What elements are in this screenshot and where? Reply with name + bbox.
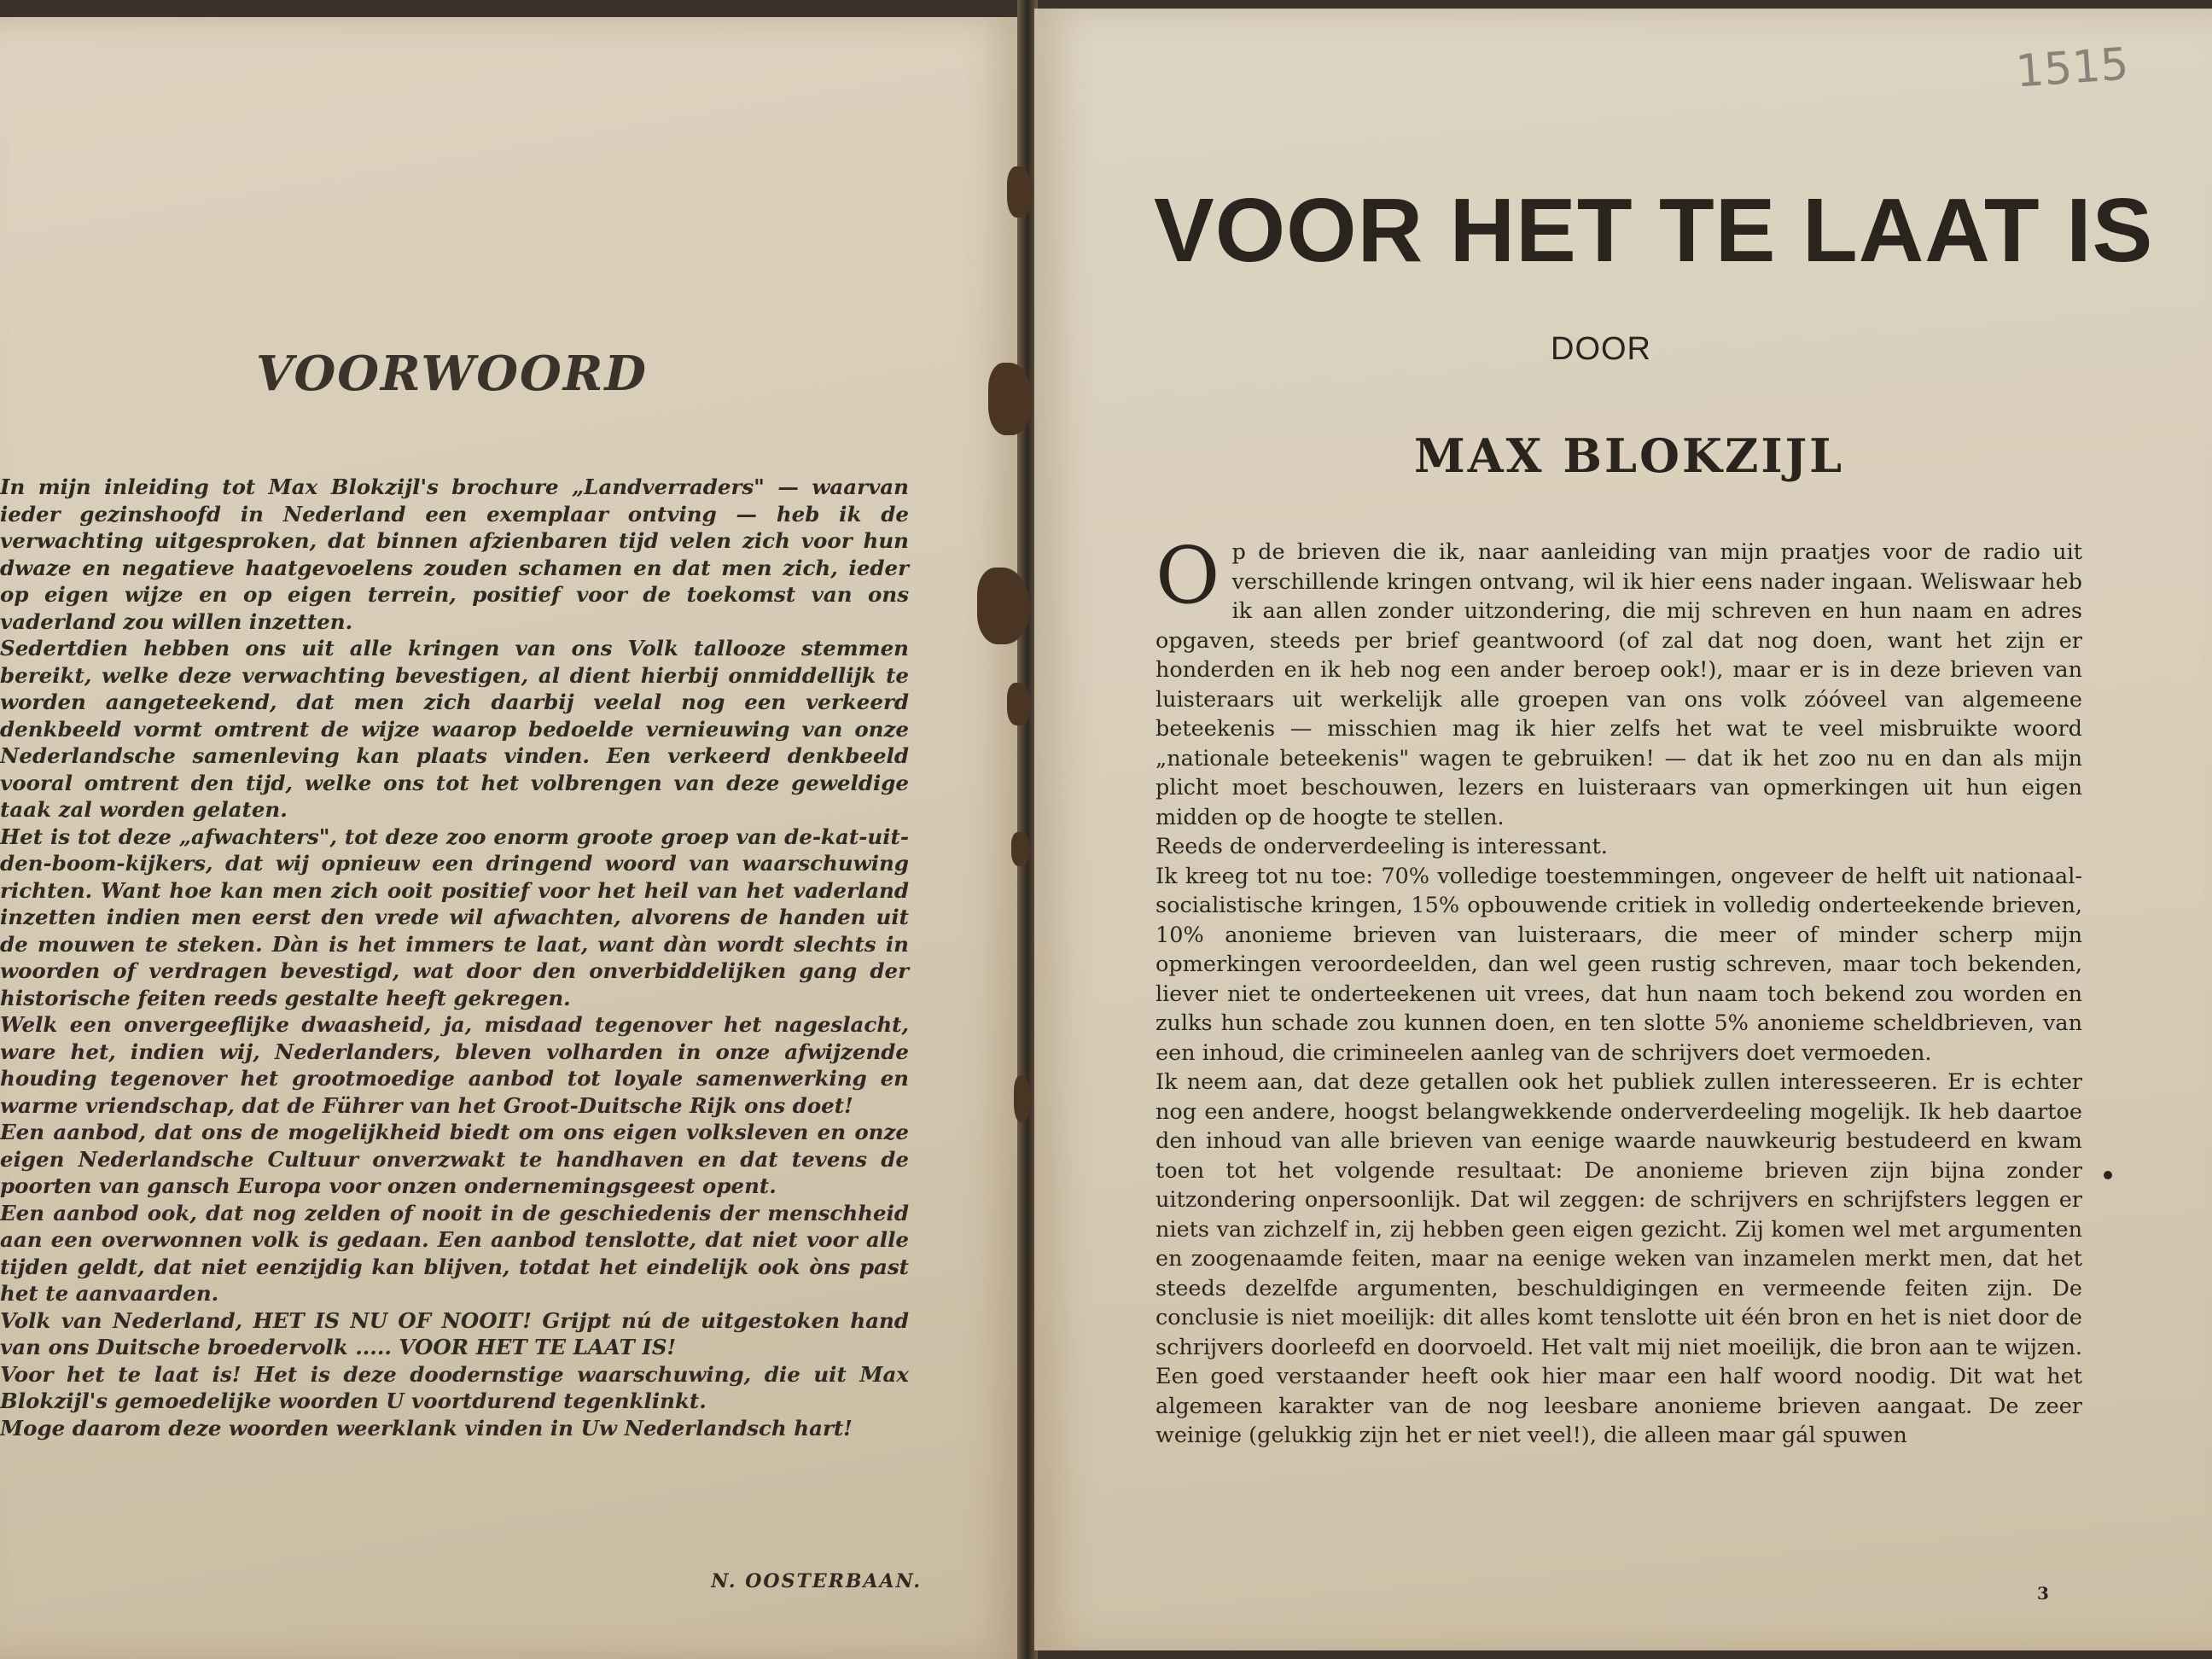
page-damage [1007,683,1031,725]
article-text [1155,530,2082,1451]
author-name: MAX BLOKZIJL [1414,428,1845,483]
article-paragraph: Reeds de onderverdeeling is interessant. [1155,834,1608,859]
article-paragraph: p de brieven die ik, naar aanleiding van mijn praatjes voor de radio uit verschillende kringen ontvang, wil ik hier eens nader ingaan. Weliswaar heb ik aan allen zonder uitzondering, die mij schreven en hun naam en adres opgaven, steeds per brief geantwoord (of zal dat nog doen, want het zijn er honderden en ik heb nog een ander beroep ook!), maar er is in deze brieven van luisteraars uit werkelijk alle groepen van ons volk zóóveel van algemeene beteekenis — misschien mag ik hier zelfs het wat te veel misbruikte woord „nationale beteekenis" wagen te gebruiken! — dat ik het zoo nu en dan als mijn plicht moet beschouwen, lezers en luisteraars van opmerkingen uit hun eigen midden op de hoogte te stellen. [1155,539,2082,830]
voorwoord-title: VOORWOORD [256,346,648,402]
article-paragraph: Ik kreeg tot nu toe: 70% volledige toestemmingen, ongeveer de helft uit nationaal-socialistische kringen, 15% opbouwende critiek in volledig onderteekende brieven, 10% anonieme brieven van luisteraars, die meer of minder scherp mijn opmerkingen veroordeelden, dan wel geen rustig schreven, maar toch bekenden, liever niet te onderteekenen uit vrees, dat hun naam toch bekend zou worden en zulks hun schade zou kunnen doen, en ten slotte 5% anonieme scheldbrieven, van een inhoud, die crimineelen aanleg van de schrijvers doet vermoeden. [1155,863,2082,1066]
handwritten-note: 1515 [2014,38,2131,98]
left-page [0,17,1022,1659]
voorwoord-paragraph: Sedertdien hebben ons uit alle kringen van ons Volk tallooze stemmen bereikt, welke deze verwachting bevestigen, al dient hierbij onmiddellijk te worden aangeteekend, dat men zich daarbij veelal nog een verkeerd denkbeeld vormt omtrent de wijze waarop bedoelde vernieuwing van onze Nederlandsche samenleving kan plaats vinden. Een verkeerd denkbeeld vooral omtrent den tijd, welke ons tot het volbrengen van deze geweldige taak zal worden gelaten. [0,636,909,822]
article-paragraph: Ik neem aan, dat deze getallen ook het publiek zullen interesseeren. Er is echter nog een andere, hoogst belangwekkende onderverdeeling mogelijk. Ik heb daartoe den inhoud van alle brieven van eenige waarde nauwkeurig bestudeerd en kwam toen tot het volgende resultaat: De anonieme brieven zijn bijna zonder uitzondering onpersoonlijk. Dat wil zeggen: de schrijvers en schrijfsters leggen er niets van zichzelf in, zij hebben geen eigen gezicht. Zij komen wel met argumenten en zoogenaamde feiten, maar na eenige weken van inzamelen merkt men, dat het steeds dezelfde argumenten, beschuldigingen en vermeende feiten zijn. De conclusie is niet moeilijk: dit alles komt tenslotte uit één bron en het is niet door de schrijvers doorleefd en doorvoeld. Het valt mij niet moeilijk, die bron aan te wijzen. Een goed verstaander heeft ook hier maar een half woord noodig. Dit wat het algemeen karakter van de nog leesbare anonieme brieven aangaat. De zeer weinige (gelukkig zijn het er niet veel!), die alleen maar gál spuwen [1155,1069,2082,1448]
page-damage [988,363,1033,435]
voorwoord-paragraph: Moge daarom deze woorden weerklank vinden in Uw Nederlandsch hart! [0,1415,853,1441]
article-title: VOOR HET TE LAAT IS [1154,180,2154,281]
signature: N. OOSTERBAAN. [711,1570,922,1592]
voorwoord-paragraph: Voor het te laat is! Het is deze doodernstige waarschuwing, die uit Max Blokzijl's gemoedelijke woorden U voortdurend tegenklinkt. [0,1361,909,1413]
page-damage [1014,1075,1031,1122]
voorwoord-paragraph: Een aanbod, dat ons de mogelijkheid biedt om ons eigen volksleven en onze eigen Nederlandsche Cultuur onverzwakt te handhaven en dat tevens de poorten van gansch Europa voor onzen ondernemingsgeest opent. [0,1120,909,1198]
page-damage [977,568,1030,644]
voorwoord-paragraph: Het is tot deze „afwachters", tot deze zoo enorm groote groep van de-kat-uit-den-boom-kijkers, dat wij opnieuw een dringend woord van waarschuwing richten. Want hoe kan men zich ooit positief voor het heil van het vaderland inzetten indien men eerst den vrede wil afwachten, alvorens de handen uit de mouwen te steken. Dàn is het immers te laat, want dàn wordt slechts in woorden of verdragen bevestigd, wat door den onverbiddelijken gang der historische feiten reeds gestalte heeft gekregen. [0,824,909,1010]
page-damage [1007,166,1033,218]
page-number: 3 [2037,1583,2049,1604]
page-damage [1011,832,1030,866]
voorwoord-text [0,474,909,1441]
right-page [1034,9,2212,1650]
voorwoord-paragraph: Volk van Nederland, HET IS NU OF NOOIT! Grijpt nú de uitgestoken hand van ons Duitsche broedervolk ..... VOOR HET TE LAAT IS! [0,1307,909,1359]
ink-spot [2104,1171,2112,1179]
voorwoord-paragraph: Welk een onvergeeflijke dwaasheid, ja, misdaad tegenover het nageslacht, ware het, indien wij, Nederlanders, bleven volharden in onze afwijzende houding tegenover het grootmoedige aanbod tot loyale samenwerking en warme vriendschap, dat de Führer van het Groot-Duitsche Rijk ons doet! [0,1012,909,1118]
drop-cap: O [1155,530,1220,621]
voorwoord-paragraph: In mijn inleiding tot Max Blokzijl's brochure „Landverraders" — waarvan ieder gezinshoofd in Nederland een exemplaar ontving — heb ik de verwachting uitgesproken, dat binnen afzienbaren tijd velen zich voor hun dwaze en negatieve haatgevoelens zouden schamen en dat men zich, ieder op eigen wijze en op eigen terrein, positief voor de toekomst van ons vaderland zou willen inzetten. [0,474,909,634]
voorwoord-paragraph: Een aanbod ook, dat nog zelden of nooit in de geschiedenis der menschheid aan een overwonnen volk is gedaan. Een aanbod tenslotte, dat niet voor alle tijden geldt, dat niet eenzijdig kan blijven, totdat het eindelijk ook òns past het te aanvaarden. [0,1200,909,1306]
byline: DOOR [1551,331,1651,367]
